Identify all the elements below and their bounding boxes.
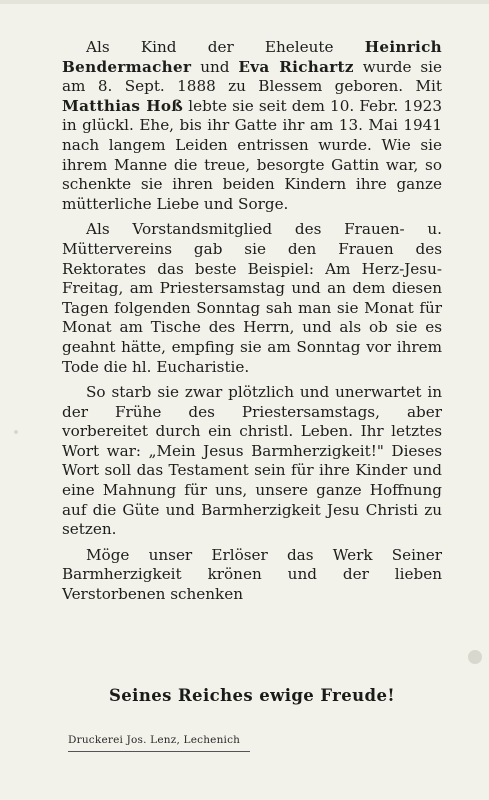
text-segment: Als Vorstandsmitglied des Frauen- u. Müttervereins gab sie den Frauen des Rektorates das beste Beispiel: Am Herz-Jesu-Freitag, am Priestersamstag und an dem diesen Tagen folgenden Sonntag sah man sie Monat für Monat am Tische des Herrn, und als ob sie es geahnt hätte, empfing sie am Sonntag vor ihrem Tode die hl. Eucharistie.: [62, 220, 442, 376]
text-segment: Als Kind der Eheleute: [86, 38, 365, 56]
paper-speck: [14, 430, 18, 434]
paper-speck: [468, 650, 482, 664]
imprint-divider: [68, 751, 250, 752]
paragraph-biography: [62, 38, 442, 214]
text-segment: Möge unser Erlöser das Werk Seiner Barmherzigkeit krönen und der lieben Verstorbenen schenken: [62, 545, 442, 604]
text-segment: wurde sie am 8. Sept. 1888 zu Blessem geboren. Mit: [62, 57, 442, 96]
name-parent-mother: Eva Richartz: [238, 57, 354, 76]
name-parent-father: Heinrich Bendermacher: [62, 38, 442, 76]
text-segment: lebte sie seit dem 10. Febr. 1923 in glückl. Ehe, bis ihr Gatte ihr am 13. Mai 1941 nach langem Leiden entrissen wurde. Wie sie ihrem Manne die treue, besorgte Gattin war, so schenkte sie ihren beiden Kindern ihre ganze mütterliche Liebe und Sorge.: [62, 96, 442, 213]
paragraph-association: [62, 220, 442, 377]
memorial-text: [62, 38, 442, 610]
paragraph-prayer: [62, 546, 442, 605]
text-segment: und: [191, 57, 239, 76]
printer-imprint: Druckerei Jos. Lenz, Lechenich: [68, 734, 241, 746]
closing-line: Seines Reiches ewige Freude!: [108, 686, 396, 705]
card-edge: [0, 0, 489, 4]
paragraph-death: [62, 383, 442, 540]
text-segment: So starb sie zwar plötzlich und unerwartet in der Frühe des Priestersamstags, aber vorbereitet durch ein christl. Leben. Ihr letztes Wort war: „Mein Jesus Barmherzigkeit!" Dieses Wort soll das Testament sein für ihre Kinder und eine Mahnung für uns, unsere ganze Hoffnung auf die Güte und Barmherzigkeit Jesu Christi zu setzen.: [62, 383, 442, 539]
name-husband: Matthias Hoß: [62, 96, 184, 115]
